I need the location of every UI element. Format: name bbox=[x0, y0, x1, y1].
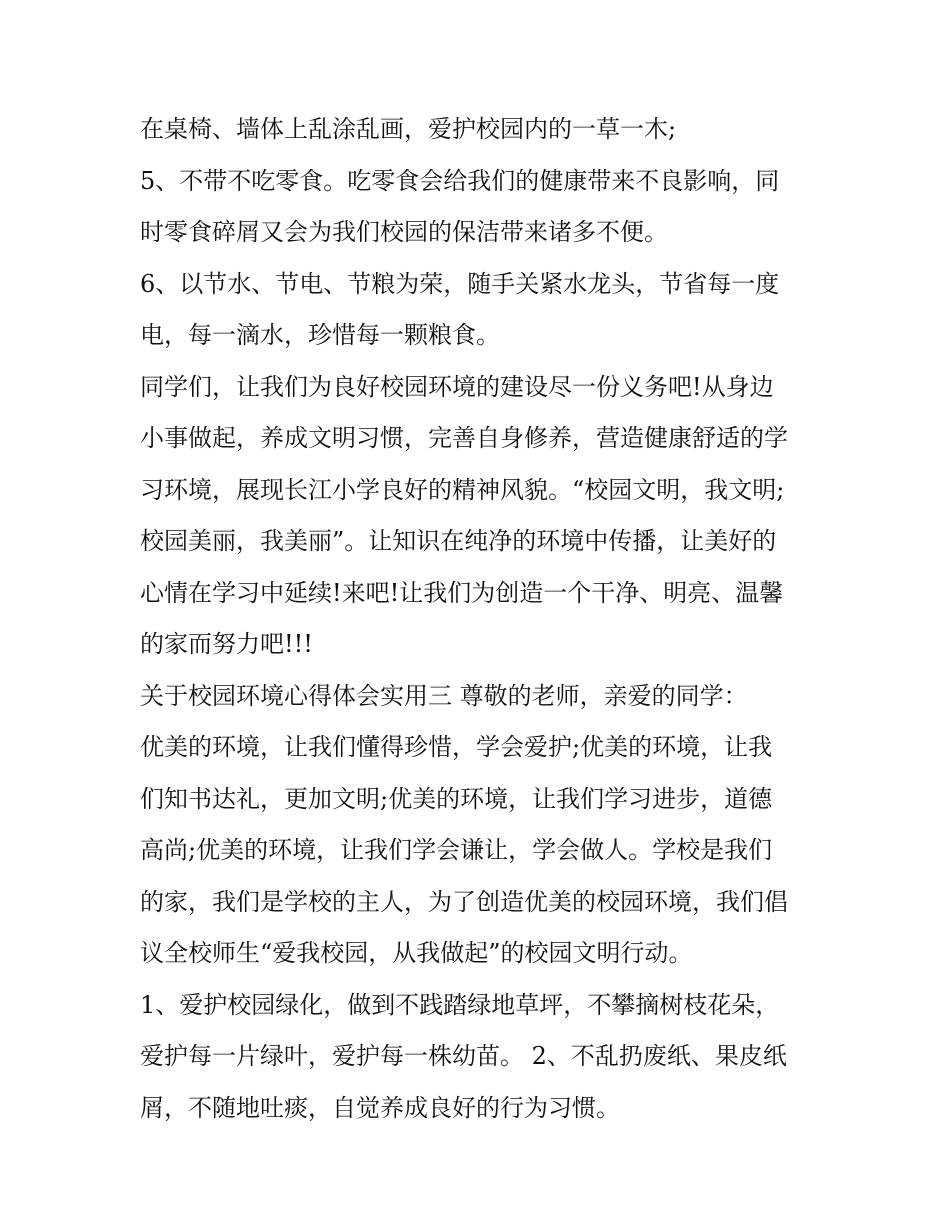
text-line: 时零食碎屑又会为我们校园的保洁带来诸多不便。 bbox=[140, 218, 668, 246]
text-line: 的家而努力吧!!! bbox=[140, 630, 313, 658]
text-line: 优美的环境，让我们懂得珍惜，学会爱护;优美的环境，让我 bbox=[140, 733, 773, 761]
text-line: 屑，不随地吐痰，自觉养成良好的行为习惯。 bbox=[140, 1093, 620, 1122]
text-line: 习环境，展现长江小学良好的精神风貌。“校园文明，我文明; bbox=[140, 475, 785, 504]
text-line: 心情在学习中延续!来吧!让我们为创造一个干净、明亮、温馨 bbox=[140, 578, 784, 607]
text-line: 1、爱护校园绿化，做到不践踏绿地草坪，不攀摘树枝花朵， bbox=[140, 990, 780, 1019]
text-line: 的家，我们是学校的主人，为了创造优美的校园环境，我们倡 bbox=[140, 887, 788, 916]
document-body bbox=[140, 104, 820, 1134]
text-line: 爱护每一片绿叶，爱护每一株幼苗。 2、不乱扔废纸、果皮纸 bbox=[140, 1042, 787, 1070]
text-line: 议全校师生“爱我校园，从我做起”的校园文明行动。 bbox=[140, 939, 693, 967]
text-line: 5、不带不吃零食。吃零食会给我们的健康带来不良影响，同 bbox=[140, 166, 780, 195]
section-heading-line: 关于校园环境心得体会实用三 尊敬的老师，亲爱的同学： bbox=[140, 681, 748, 710]
text-line: 在桌椅、墙体上乱涂乱画，爱护校园内的一草一木; bbox=[140, 115, 677, 143]
text-line: 同学们，让我们为良好校园环境的建设尽一份义务吧!从身边 bbox=[140, 372, 774, 401]
text-line: 6、以节水、节电、节粮为荣，随手关紧水龙头，节省每一度 bbox=[140, 269, 780, 298]
text-line: 们知书达礼，更加文明;优美的环境，让我们学习进步，道德 bbox=[140, 784, 773, 813]
text-line: 电，每一滴水，珍惜每一颗粮食。 bbox=[140, 321, 500, 349]
text-line: 校园美丽，我美丽”。让知识在纯净的环境中传播，让美好的 bbox=[140, 527, 777, 555]
text-line: 高尚;优美的环境，让我们学会谦让，学会做人。学校是我们 bbox=[140, 836, 773, 864]
text-line: 小事做起，养成文明习惯，完善自身修养，营造健康舒适的学 bbox=[140, 424, 788, 452]
